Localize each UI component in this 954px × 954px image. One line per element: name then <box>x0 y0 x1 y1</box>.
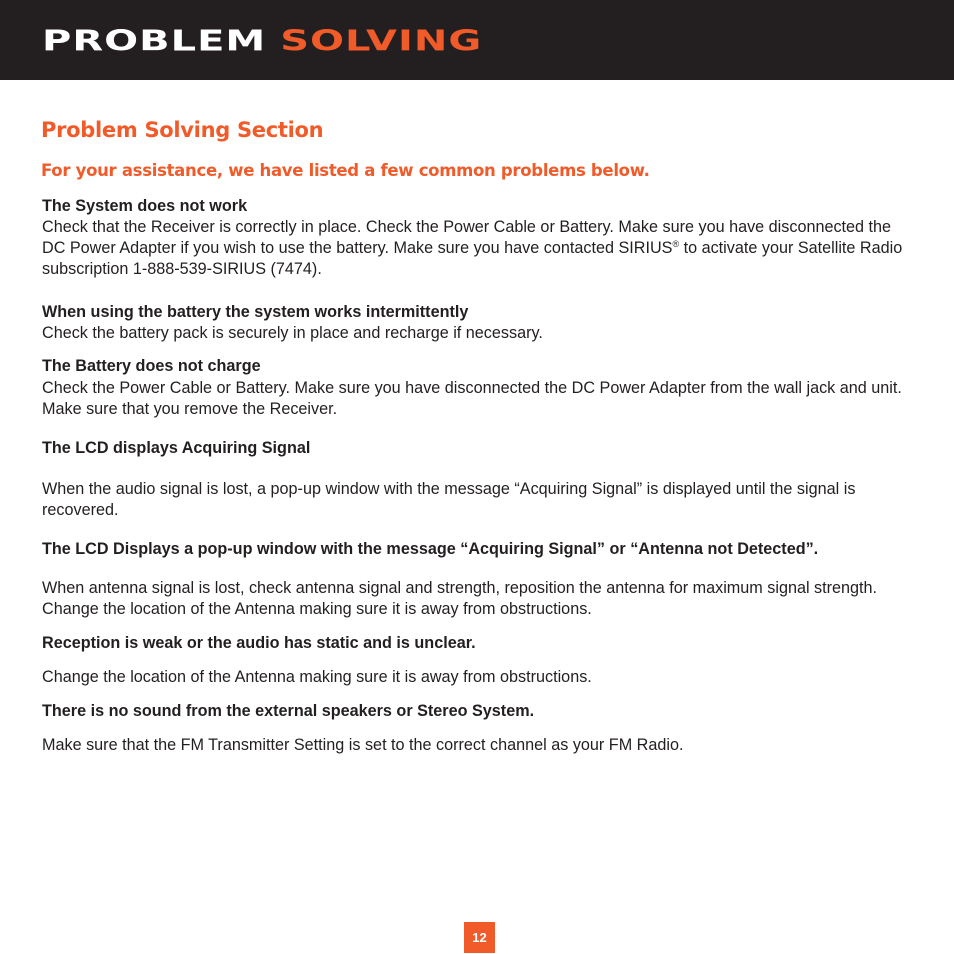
problem-heading: The Battery does not charge <box>42 357 261 375</box>
problem-heading: There is no sound from the external speakers or Stereo System. <box>42 702 535 720</box>
problem-heading: Reception is weak or the audio has static and is unclear. <box>42 634 476 652</box>
section-subtitle: For your assistance, we have listed a few common problems below. <box>41 161 650 180</box>
section-title: Problem Solving Section <box>41 118 324 142</box>
header-title-word-solving: SOLVING <box>280 24 483 58</box>
problem-text: Make sure that the FM Transmitter Setting is set to the correct channel as your FM Radio. <box>42 736 684 754</box>
page-header-title <box>42 22 482 61</box>
header-bar <box>0 0 954 80</box>
problem-text: Check that the Receiver is correctly in place. Check the Power Cable or Battery. Make sure you have disconnected the DC Power Adapter if you wish to use the battery. Make sure you have contacted SIRIUS® to activate your Satellite Radio subscription 1-888-539-SIRIUS (7474). <box>42 218 903 278</box>
registered-mark: ® <box>672 239 680 249</box>
problem-text: Check the battery pack is securely in place and recharge if necessary. <box>42 324 543 342</box>
header-title-word-problem: PROBLEM <box>42 24 267 58</box>
problem-heading: The System does not work <box>42 197 248 215</box>
problem-text: When the audio signal is lost, a pop-up window with the message “Acquiring Signal” is displayed until the signal is recovered. <box>42 480 856 519</box>
problem-text: When antenna signal is lost, check antenna signal and strength, reposition the antenna for maximum signal strength. Change the location of the Antenna making sure it is away from obstructions. <box>42 579 878 618</box>
problem-heading: The LCD Displays a pop-up window with the message “Acquiring Signal” or “Antenna not Detected”. <box>42 540 819 558</box>
problem-heading: When using the battery the system works intermittently <box>42 303 469 321</box>
problem-heading: The LCD displays Acquiring Signal <box>42 439 311 457</box>
problem-text: Change the location of the Antenna making sure it is away from obstructions. <box>42 668 592 686</box>
problem-text: Check the Power Cable or Battery. Make sure you have disconnected the DC Power Adapter from the wall jack and unit. Make sure that you remove the Receiver. <box>42 379 902 418</box>
page-number: 12 <box>464 922 495 953</box>
